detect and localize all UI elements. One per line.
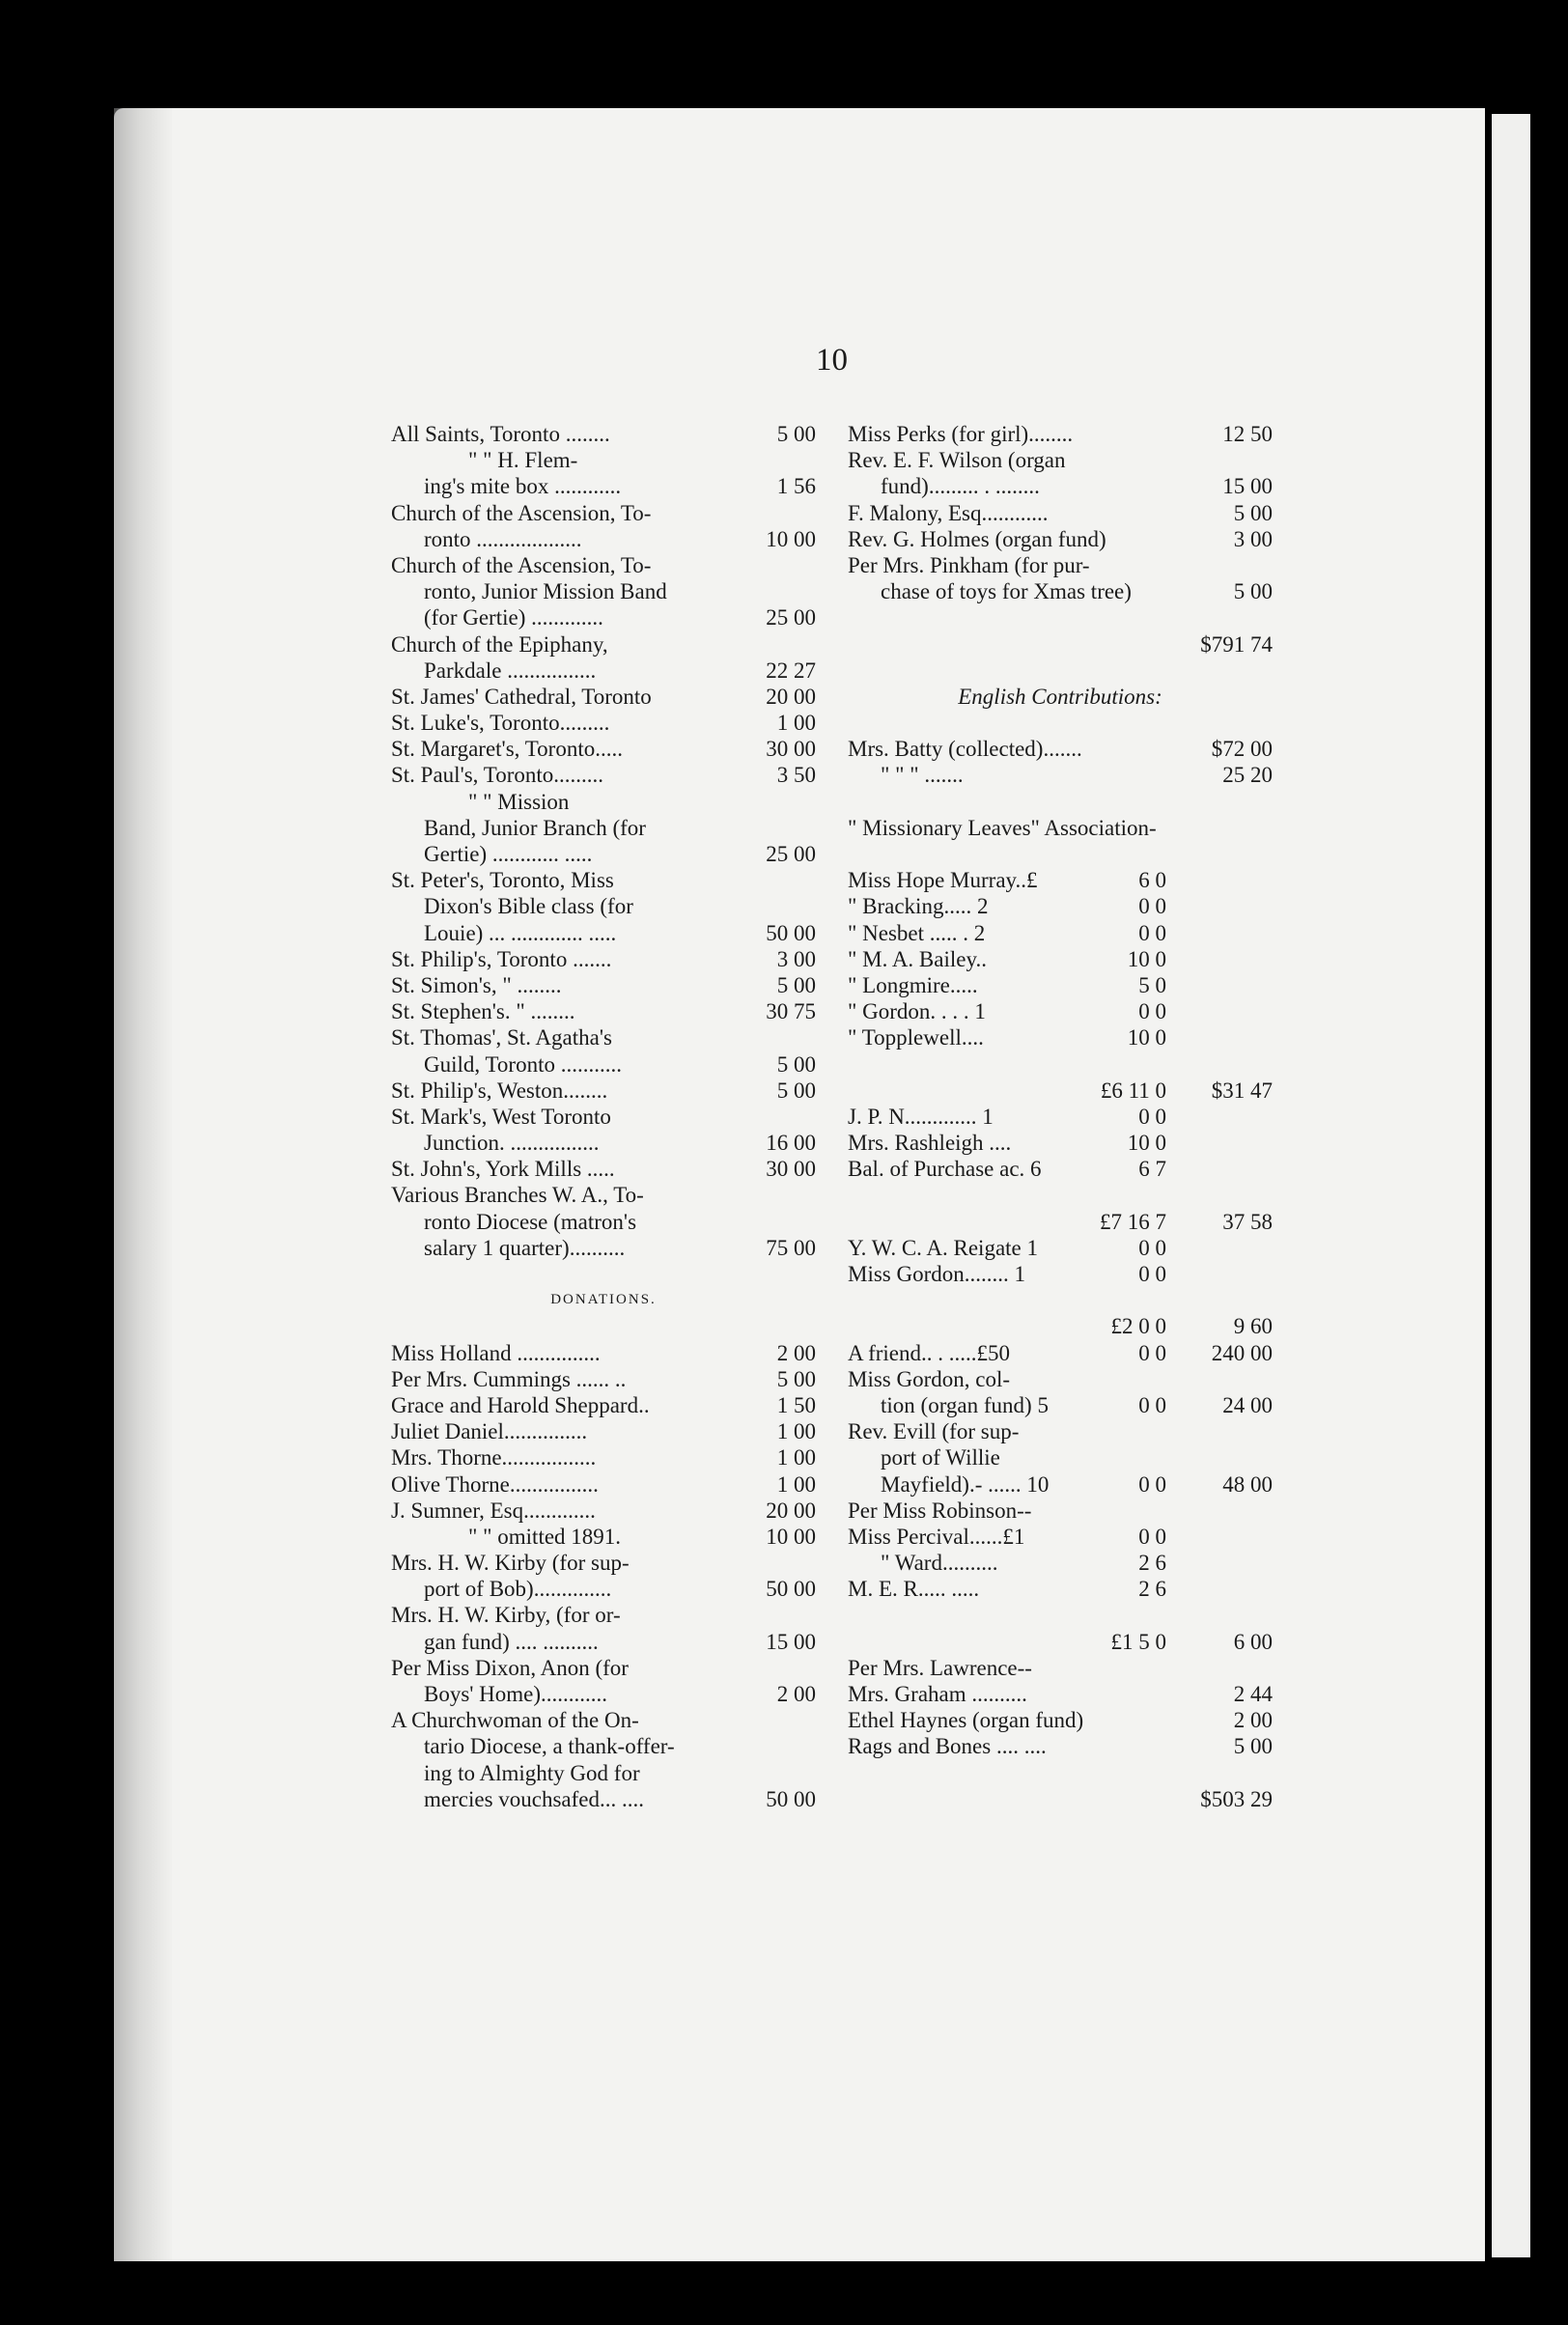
entry-text: fund)......... . ........ (881, 474, 1040, 499)
subtotal-row (848, 1078, 1273, 1104)
ledger-entry (848, 1733, 1273, 1759)
ledger-entry (848, 1471, 1273, 1498)
entry-text: St. John's, York Mills ..... (391, 1157, 615, 1182)
entry-amount: 30 75 (766, 999, 816, 1024)
ledger-entry (848, 578, 1273, 604)
ledger-entry (391, 1629, 816, 1655)
entry-pounds: 0 0 (1138, 1471, 1166, 1497)
subtotal-row (848, 1629, 1273, 1655)
entry-pounds: 0 0 (1138, 1262, 1166, 1286)
entry-text: Mrs. H. W. Kirby (for sup- (391, 1551, 630, 1576)
ledger-entry (848, 893, 1273, 919)
entry-text: Miss Gordon........ 1 (848, 1262, 1026, 1286)
ledger-entry (848, 1366, 1273, 1392)
entry-amount: 30 00 (766, 1157, 816, 1182)
ledger-entry (391, 658, 816, 684)
entry-amount: 3 00 (1233, 526, 1273, 551)
entry-text: Grace and Harold Sheppard.. (391, 1392, 650, 1417)
entry-text: All Saints, Toronto ........ (391, 422, 610, 446)
ledger-entry (391, 552, 816, 578)
ledger-entry (848, 447, 1273, 473)
ledger-entry (848, 762, 1273, 788)
entry-amount: 16 00 (766, 1131, 816, 1156)
entry-text: Miss Percival......£1 (848, 1524, 1025, 1549)
entry-pounds: 10 0 (1127, 946, 1166, 971)
entry-text: " " " ....... (881, 763, 964, 788)
ledger-entry (391, 841, 816, 867)
entry-text: J. Sumner, Esq............. (391, 1498, 596, 1523)
ledger-entry (848, 1130, 1273, 1156)
entry-amount: 3 50 (776, 763, 816, 788)
ledger-entry (391, 1182, 816, 1208)
ledger-entry (848, 946, 1273, 972)
entry-amount: 5 00 (1233, 579, 1273, 604)
spacer (848, 1182, 1273, 1208)
ledger-entry (848, 1576, 1273, 1602)
ledger-entry (391, 1524, 816, 1550)
ledger-entry (391, 789, 816, 815)
entry-text: Louie) ... ............. ..... (424, 920, 617, 945)
total-row (848, 631, 1273, 658)
entry-text: St. Philip's, Weston........ (391, 1078, 608, 1103)
ledger-entry (848, 526, 1273, 552)
ledger-entry (848, 500, 1273, 526)
ledger-entry (391, 1366, 816, 1392)
ledger-entry (391, 762, 816, 788)
entry-amount: 50 00 (766, 1577, 816, 1602)
entry-text: Juliet Daniel............... (391, 1419, 588, 1444)
subtotal-amount: 9 60 (1233, 1314, 1273, 1339)
entry-pounds: 6 7 (1138, 1157, 1166, 1182)
ledger-entry (391, 815, 816, 841)
entry-text: Rev. E. F. Wilson (organ (848, 448, 1066, 473)
ledger-entry (848, 1104, 1273, 1130)
entry-text: Church of the Ascension, To- (391, 552, 652, 577)
entry-amount: 50 00 (766, 1786, 816, 1811)
ledger-entry (391, 972, 816, 998)
entry-text: " " omitted 1891. (468, 1524, 622, 1549)
spacer (848, 789, 1273, 815)
entry-amount: 50 00 (766, 920, 816, 945)
entry-text: St. Margaret's, Toronto..... (391, 737, 623, 762)
ledger-entry (391, 1602, 816, 1628)
ledger-entry (848, 972, 1273, 998)
left-column (391, 421, 816, 1812)
entry-amount: 25 00 (766, 605, 816, 630)
entry-text: Rev. Evill (for sup- (848, 1419, 1020, 1444)
ledger-entry (391, 1733, 816, 1759)
entry-text: Miss Gordon, col- (848, 1366, 1011, 1391)
entry-amount: 22 27 (766, 658, 816, 683)
ledger-entry (391, 447, 816, 473)
entry-text: ronto, Junior Mission Band (424, 579, 667, 604)
subtotal-row (848, 1313, 1273, 1339)
entry-amount: 1 50 (776, 1392, 816, 1417)
ledger-entry (391, 1392, 816, 1418)
entry-text: Per Miss Dixon, Anon (for (391, 1655, 629, 1680)
spacer (391, 1261, 816, 1287)
entry-text: port of Bob).............. (424, 1577, 612, 1602)
entry-text: St. Simon's, " ........ (391, 972, 562, 997)
entry-text: St. Luke's, Toronto......... (391, 711, 610, 736)
ledger-entry (391, 578, 816, 604)
entry-amount: 20 00 (766, 1498, 816, 1523)
entry-text: Per Miss Robinson-- (848, 1498, 1032, 1523)
entry-amount: 1 00 (776, 711, 816, 736)
entry-amount: 15 00 (766, 1629, 816, 1654)
entry-amount: 5 00 (1233, 500, 1273, 525)
ledger-entry (391, 1209, 816, 1235)
entry-text: St. Peter's, Toronto, Miss (391, 868, 614, 893)
ledger-entry (391, 1235, 816, 1261)
ledger-entry (848, 421, 1273, 447)
entry-text: Rev. G. Holmes (organ fund) (848, 526, 1106, 551)
entry-text: " Gordon. . . . 1 (848, 999, 986, 1024)
entry-amount: 15 00 (1222, 474, 1273, 499)
ledger-entry (391, 684, 816, 710)
page-edge-shadow (114, 108, 172, 2261)
entry-pounds: 0 0 (1138, 1235, 1166, 1260)
ledger-entry (848, 736, 1273, 762)
spacer (848, 710, 1273, 736)
subtotal-amount: 37 58 (1222, 1209, 1273, 1234)
entry-text: Olive Thorne................ (391, 1471, 599, 1497)
subtotal-pounds: £2 0 0 (1110, 1314, 1166, 1339)
ledger-entry (848, 1524, 1273, 1550)
total-amount: $791 74 (1200, 631, 1273, 657)
donations-heading: DONATIONS. (550, 1292, 657, 1308)
entry-pounds: 2 6 (1138, 1577, 1166, 1602)
ledger-entry (848, 552, 1273, 578)
entry-pounds: 2 6 (1138, 1551, 1166, 1576)
ledger-entry (391, 1024, 816, 1050)
entry-text: M. E. R..... ..... (848, 1577, 980, 1602)
entry-amount: 2 00 (776, 1340, 816, 1365)
ledger-entry (391, 526, 816, 552)
ledger-entry (391, 1707, 816, 1733)
entry-pounds: 10 0 (1127, 1131, 1166, 1156)
entry-amount: 1 00 (776, 1471, 816, 1497)
entry-text: Ethel Haynes (organ fund) (848, 1708, 1084, 1733)
entry-text: Gertie) ............ ..... (424, 842, 593, 866)
entry-text: Rags and Bones .... .... (848, 1734, 1047, 1759)
entry-pounds: 0 0 (1138, 999, 1166, 1024)
entry-pounds: 6 0 (1138, 868, 1166, 893)
ledger-entry (848, 1681, 1273, 1707)
spacer (848, 658, 1273, 684)
entry-amount: 2 44 (1233, 1682, 1273, 1706)
entry-text: St. James' Cathedral, Toronto (391, 684, 652, 709)
spacer (848, 604, 1273, 630)
ledger-entry (391, 998, 816, 1024)
ledger-entry (848, 1156, 1273, 1182)
entry-text: St. Thomas', St. Agatha's (391, 1025, 612, 1050)
subtotal-pounds: £6 11 0 (1100, 1078, 1166, 1103)
ledger-entry (391, 1681, 816, 1707)
entry-amount: 5 00 (776, 422, 816, 446)
entry-amount: 5 00 (776, 972, 816, 997)
entry-text: " " Mission (468, 789, 570, 814)
entry-text: chase of toys for Xmas tree) (881, 579, 1132, 604)
ledger-entry (391, 710, 816, 736)
spacer (848, 1287, 1273, 1313)
ledger-entry (391, 1340, 816, 1366)
entry-text: " " H. Flem- (468, 448, 578, 473)
entry-pounds: 0 0 (1138, 1392, 1166, 1417)
entry-amount: 1 00 (776, 1419, 816, 1444)
ledger-entry (848, 1550, 1273, 1576)
entry-text: salary 1 quarter).......... (424, 1235, 626, 1260)
entry-text: tion (organ fund) 5 (881, 1392, 1049, 1417)
ledger-entry (848, 1418, 1273, 1444)
total-amount: $503 29 (1200, 1786, 1273, 1811)
subtotal-pounds: £1 5 0 (1110, 1629, 1166, 1654)
entry-pounds: 0 0 (1138, 1104, 1166, 1129)
entry-text: " Topplewell.... (848, 1025, 984, 1050)
ledger-entry (391, 604, 816, 630)
entry-amount: 1 00 (776, 1445, 816, 1471)
ledger-entry (848, 1024, 1273, 1050)
entry-text: Per Mrs. Pinkham (for pur- (848, 552, 1090, 577)
ledger-entry (391, 1104, 816, 1130)
entry-amount: $72 00 (1211, 737, 1273, 762)
ledger-entry (848, 1444, 1273, 1471)
ledger-entry (848, 1392, 1273, 1418)
entry-text: Mrs. Batty (collected)....... (848, 737, 1082, 762)
entry-text: " Ward.......... (881, 1551, 998, 1576)
ledger-entry (848, 867, 1273, 893)
entry-text: Band, Junior Branch (for (424, 815, 646, 840)
ledger-entry (391, 1786, 816, 1812)
entry-text: gan fund) .... .......... (424, 1629, 599, 1654)
entry-text: Miss Hope Murray..£ (848, 868, 1038, 893)
entry-text: mercies vouchsafed... .... (424, 1786, 645, 1811)
subtotal-amount: $31 47 (1211, 1078, 1273, 1103)
ledger-entry (391, 867, 816, 893)
entry-amount: 75 00 (766, 1235, 816, 1260)
ledger-entry (391, 473, 816, 499)
entry-amount: 25 00 (766, 842, 816, 866)
ledger-entry (391, 1051, 816, 1078)
entry-text: F. Malony, Esq............ (848, 500, 1049, 525)
subtotal-pounds: £7 16 7 (1100, 1209, 1166, 1234)
entry-text: " Longmire..... (848, 972, 978, 997)
ledger-entry (848, 1707, 1273, 1733)
page-number: 10 (816, 343, 848, 378)
ledger-entry (391, 1156, 816, 1182)
spacer (848, 1760, 1273, 1786)
spacer (848, 1602, 1273, 1628)
subtotal-row (848, 1209, 1273, 1235)
entry-amount: 24 00 (1222, 1392, 1273, 1417)
ledger-entry (391, 500, 816, 526)
ledger-entry (391, 1550, 816, 1576)
ledger-entry (848, 1235, 1273, 1261)
entry-text: Church of the Epiphany, (391, 631, 608, 657)
ledger-entry (391, 1471, 816, 1498)
entry-text: J. P. N............. 1 (848, 1104, 994, 1129)
next-page-edge (1492, 114, 1530, 2257)
ledger-entry (391, 1444, 816, 1471)
entry-amount: 5 00 (776, 1366, 816, 1391)
entry-amount: 20 00 (766, 684, 816, 709)
total-row (848, 1786, 1273, 1812)
ledger-entry (391, 1418, 816, 1444)
entry-text: (for Gertie) ............. (424, 605, 603, 630)
subtotal-amount: 6 00 (1233, 1629, 1273, 1654)
entry-amount: 48 00 (1222, 1471, 1273, 1497)
entry-amount: 12 50 (1222, 422, 1273, 446)
ledger-entry (848, 1261, 1273, 1287)
entry-amount: 10 00 (766, 1524, 816, 1549)
ledger-entry (391, 946, 816, 972)
entry-text: Bal. of Purchase ac. 6 (848, 1157, 1042, 1182)
entry-amount: 2 00 (1233, 1708, 1273, 1733)
entry-pounds: 5 0 (1138, 972, 1166, 997)
entry-text: Parkdale ................ (424, 658, 597, 683)
entry-amount: 5 00 (776, 1078, 816, 1103)
entry-text: Boys' Home)............ (424, 1682, 608, 1706)
entry-text: Mrs. Graham .......... (848, 1682, 1027, 1706)
entry-text: Per Mrs. Lawrence-- (848, 1655, 1032, 1680)
entry-text: Church of the Ascension, To- (391, 500, 652, 525)
ledger-entry (391, 1576, 816, 1602)
entry-text: Guild, Toronto ........... (424, 1051, 622, 1077)
ledger-entry (391, 1498, 816, 1524)
entry-pounds: 0 0 (1138, 894, 1166, 919)
entry-text: ronto Diocese (matron's (424, 1209, 637, 1234)
entry-text: Per Mrs. Cummings ...... .. (391, 1366, 627, 1391)
ledger-entry (848, 1340, 1273, 1366)
entry-text: " Nesbet ..... . 2 (848, 920, 986, 945)
entry-text: tario Diocese, a thank-offer- (424, 1734, 675, 1759)
spacer (391, 1313, 816, 1339)
entry-text: port of Willie (881, 1445, 1000, 1471)
ledger-entry (391, 736, 816, 762)
right-column (848, 421, 1273, 1812)
entry-text: " M. A. Bailey.. (848, 946, 987, 971)
entry-text: Dixon's Bible class (for (424, 894, 633, 919)
ledger-entry (391, 1655, 816, 1681)
entry-amount: 5 00 (776, 1051, 816, 1077)
ledger-entry (391, 1078, 816, 1104)
entry-amount: 30 00 (766, 737, 816, 762)
entry-amount: 2 00 (776, 1682, 816, 1706)
entry-text: Mrs. H. W. Kirby, (for or- (391, 1603, 621, 1628)
entry-amount: 3 00 (776, 946, 816, 971)
entry-amount: 25 20 (1222, 763, 1273, 788)
english-heading: English Contributions: (958, 684, 1162, 709)
spacer (848, 841, 1273, 867)
entry-text: A friend.. . .....£50 (848, 1340, 1011, 1365)
ledger-entry (391, 920, 816, 946)
ledger-entry (391, 1760, 816, 1786)
ledger-entry (391, 421, 816, 447)
entry-amount: 1 56 (776, 474, 816, 499)
entry-text: St. Philip's, Toronto ....... (391, 946, 612, 971)
entry-text: A Churchwoman of the On- (391, 1708, 639, 1733)
entry-text: Y. W. C. A. Reigate 1 (848, 1235, 1039, 1260)
entry-pounds: 10 0 (1127, 1025, 1166, 1050)
entry-amount: 5 00 (1233, 1734, 1273, 1759)
entry-text: St. Paul's, Toronto......... (391, 763, 603, 788)
entry-pounds: 0 0 (1138, 920, 1166, 945)
entry-text: Mrs. Rashleigh .... (848, 1131, 1012, 1156)
entry-text: St. Mark's, West Toronto (391, 1104, 611, 1129)
ledger-entry (391, 893, 816, 919)
entry-text: " Bracking..... 2 (848, 894, 989, 919)
entry-text: Junction. ................ (424, 1131, 600, 1156)
entry-amount: 240 00 (1211, 1340, 1273, 1365)
entry-amount: 10 00 (766, 526, 816, 551)
ledger-entry (848, 920, 1273, 946)
entry-text: Various Branches W. A., To- (391, 1183, 644, 1208)
ledger-entry (391, 1130, 816, 1156)
entry-pounds: 0 0 (1138, 1524, 1166, 1549)
ledger-entry (391, 631, 816, 658)
entry-text: Miss Perks (for girl)........ (848, 422, 1074, 446)
entry-text: Mayfield).- ...... 10 (881, 1471, 1050, 1497)
entry-text: Mrs. Thorne................. (391, 1445, 597, 1471)
entry-text: ronto ................... (424, 526, 582, 551)
entry-text: ing's mite box ............ (424, 474, 622, 499)
entry-text: Miss Holland ............... (391, 1340, 601, 1365)
entry-text: ing to Almighty God for (424, 1760, 640, 1785)
entry-text: St. Stephen's. " ........ (391, 999, 575, 1024)
spacer (848, 1051, 1273, 1078)
ledger-entry (848, 1655, 1273, 1681)
entry-pounds: 0 0 (1138, 1340, 1166, 1365)
ledger-entry (848, 998, 1273, 1024)
ml-heading: " Missionary Leaves" Association- (848, 815, 1157, 840)
ledger-entry (848, 1498, 1273, 1524)
ledger-entry (848, 473, 1273, 499)
